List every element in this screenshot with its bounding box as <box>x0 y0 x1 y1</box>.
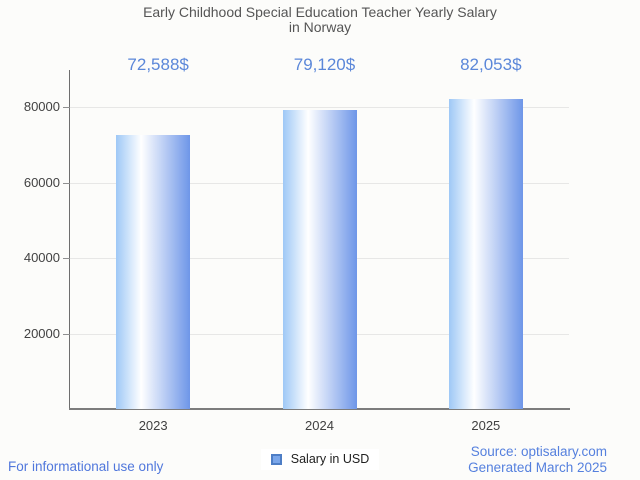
value-label: 82,053$ <box>460 55 522 74</box>
y-axis-tick-label: 20000 <box>23 325 60 341</box>
x-axis-label: 2025 <box>471 418 501 433</box>
source-attribution <box>468 444 607 476</box>
y-axis-tick-label: 40000 <box>23 250 60 265</box>
disclaimer-text: For informational use only <box>8 459 164 474</box>
chart-title <box>0 5 640 35</box>
y-axis-tick <box>63 107 70 108</box>
y-axis-tick-label: 80000 <box>23 99 60 114</box>
y-axis-tick <box>63 258 70 259</box>
legend-swatch-icon <box>271 454 282 465</box>
value-label: 79,120$ <box>293 55 356 74</box>
x-axis-label: 2024 <box>305 418 334 433</box>
y-axis-tick-label: 60000 <box>23 174 60 190</box>
chart-title-line1: Early Childhood Special Education Teacher Yearly Salary <box>143 4 497 20</box>
y-axis-line <box>69 70 70 409</box>
bar <box>116 135 190 409</box>
x-axis-label: 2023 <box>138 418 168 433</box>
source-text: Source: optisalary.com <box>470 444 607 459</box>
value-label: 72,588$ <box>127 55 189 74</box>
bar <box>283 110 357 409</box>
legend-label: Salary in USD <box>290 452 370 466</box>
y-axis-tick <box>63 334 70 335</box>
generated-text: Generated March 2025 <box>468 460 607 475</box>
chart-title-line2: in Norway <box>288 19 352 35</box>
y-axis-tick <box>63 183 70 184</box>
legend-entry <box>261 449 380 470</box>
bar <box>449 99 523 409</box>
